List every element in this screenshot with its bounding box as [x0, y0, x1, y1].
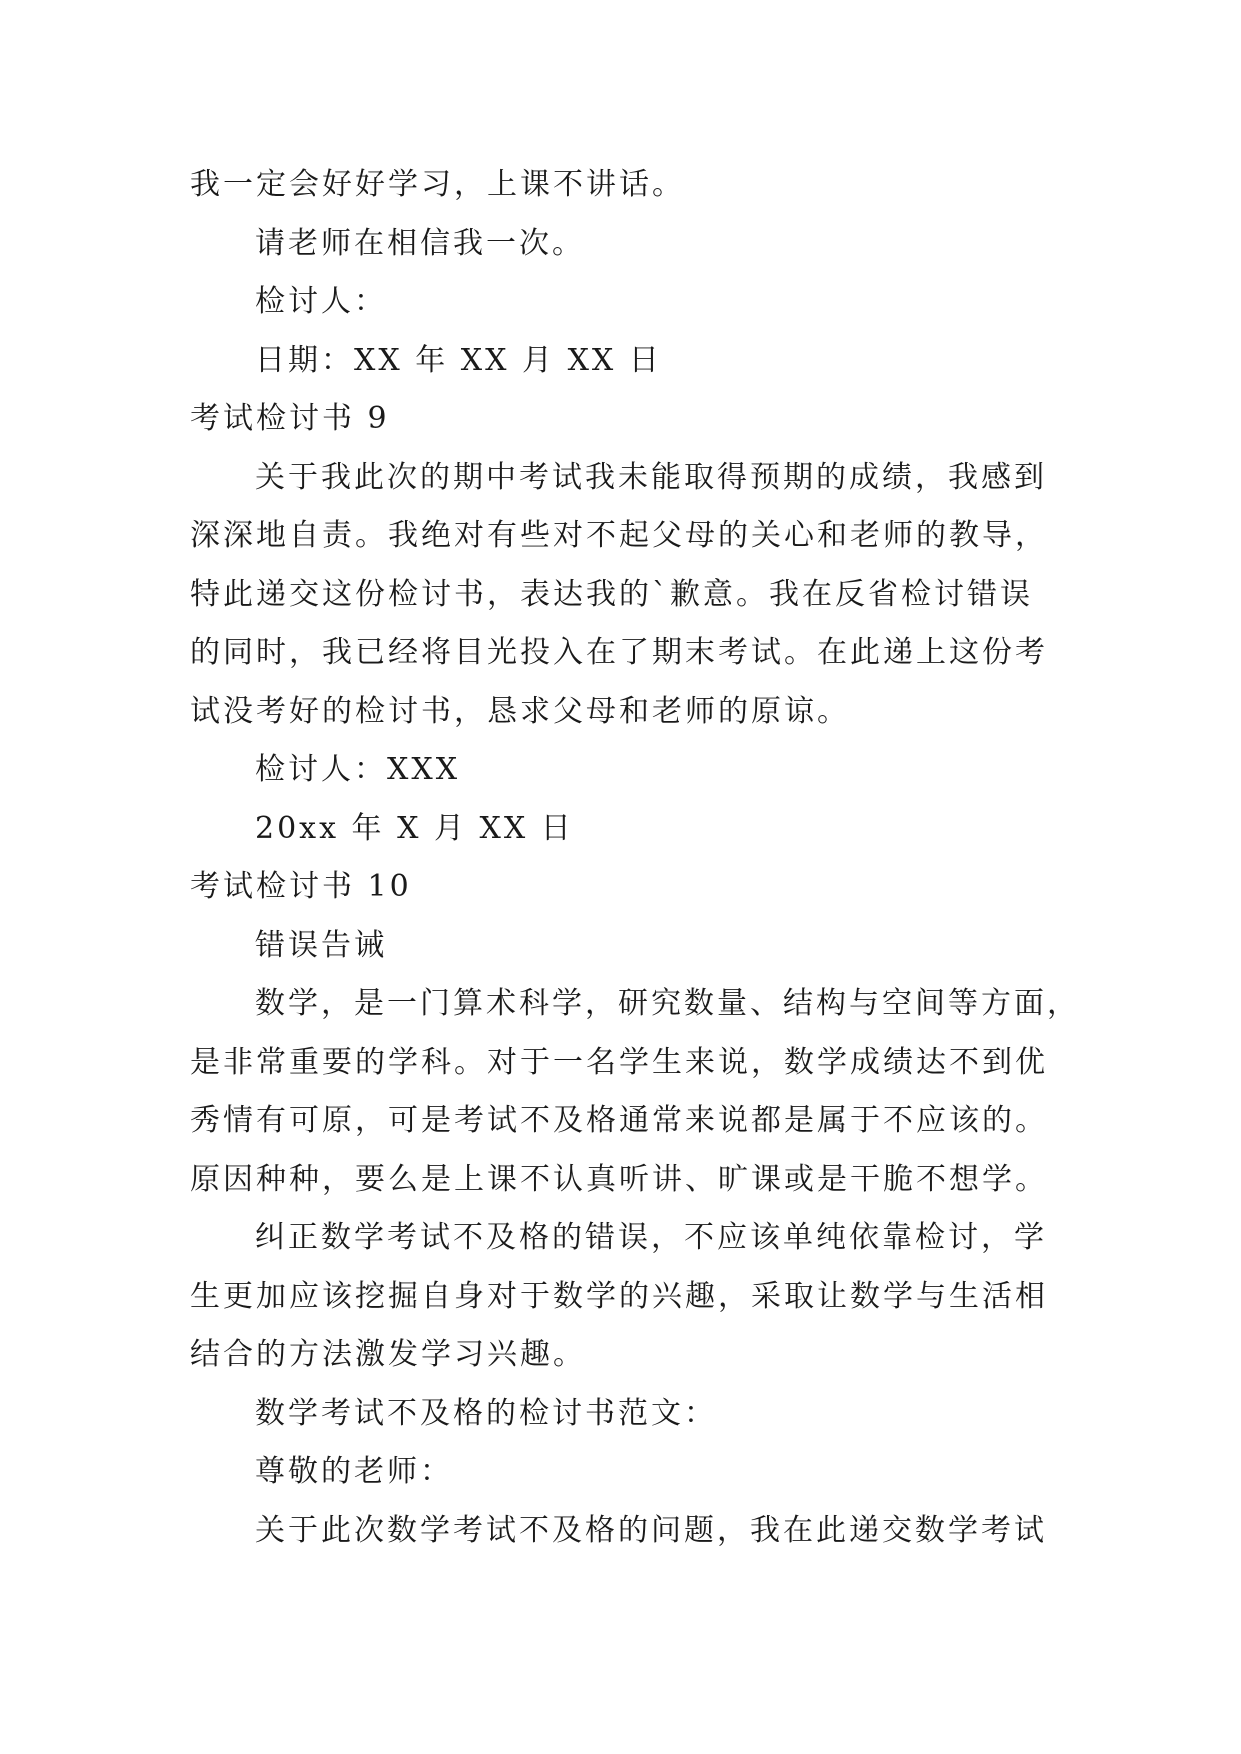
text-line: 我一定会好好学习，上课不讲话。 [190, 167, 685, 202]
text-line: 请老师在相信我一次。 [255, 225, 585, 261]
text-line: 特此递交这份检讨书，表达我的`歉意。我在反省检讨错误 [190, 576, 1033, 612]
text-line: 的同时，我已经将目光投入在了期末考试。在此递上这份考 [190, 635, 1048, 670]
text-line: 检讨人：XXX [255, 752, 461, 787]
text-line: 数学考试不及格的检讨书范文： [255, 1395, 717, 1431]
text-line: 试没考好的检讨书，恳求父母和老师的原谅。 [190, 693, 850, 729]
text-line: 深深地自责。我绝对有些对不起父母的关心和老师的教导， [190, 518, 1048, 553]
text-line: 日期：XX 年 XX 月 XX 日 [255, 342, 662, 378]
text-line: 错误告诫 [255, 927, 387, 963]
text-line: 秀情有可原，可是考试不及格通常来说都是属于不应该的。 [190, 1103, 1048, 1138]
text-line: 原因种种，要么是上课不认真听讲、旷课或是干脆不想学。 [190, 1161, 1048, 1197]
text-line: 关于我此次的期中考试我未能取得预期的成绩，我感到 [255, 459, 1047, 495]
text-line: 检讨人： [255, 284, 387, 319]
text-line: 考试检讨书 9 [190, 401, 390, 436]
text-line: 数学，是一门算术科学，研究数量、结构与空间等方面， [255, 986, 1080, 1021]
text-line: 关于此次数学考试不及格的问题，我在此递交数学考试 [255, 1512, 1047, 1548]
text-line: 20xx 年 X 月 XX 日 [255, 810, 574, 846]
text-line: 是非常重要的学科。对于一名学生来说，数学成绩达不到优 [190, 1044, 1048, 1080]
text-line: 生更加应该挖掘自身对于数学的兴趣，采取让数学与生活相 [190, 1278, 1048, 1314]
document-body [190, 156, 1080, 1560]
text-line: 考试检讨书 10 [190, 869, 412, 904]
text-line: 纠正数学考试不及格的错误，不应该单纯依靠检讨，学 [255, 1220, 1047, 1255]
text-line: 结合的方法激发学习兴趣。 [190, 1337, 586, 1372]
text-line: 尊敬的老师： [255, 1454, 453, 1489]
